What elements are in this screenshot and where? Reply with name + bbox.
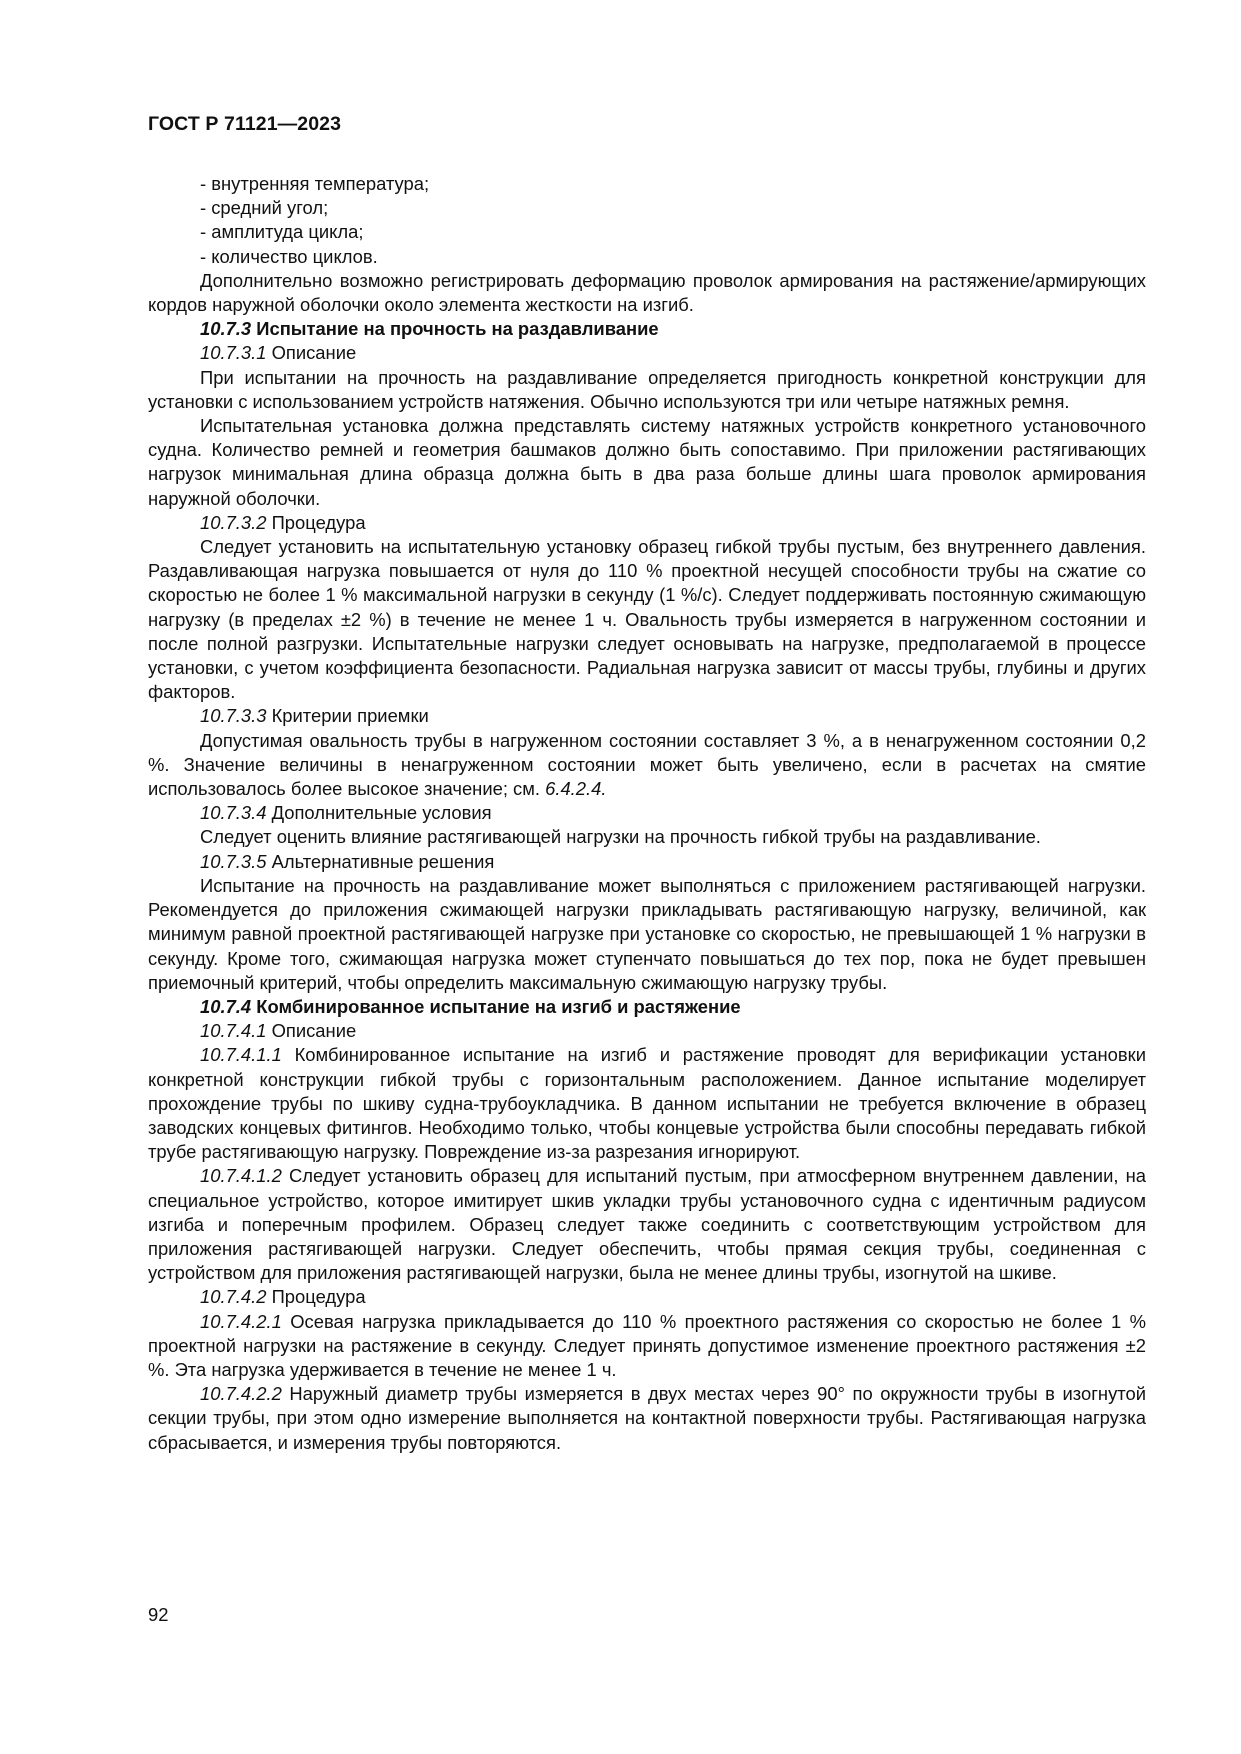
heading-10-7-3-1 — [148, 341, 1146, 365]
section-title: Испытание на прочность на раздавливание — [251, 318, 659, 340]
paragraph: Следует установить на испытательную установку образец гибкой трубы пустым, без внутреннего давления. Раздавливающая нагрузка повышается от нуля до 110 % проектной несущей способности трубы на сжатие со скоростью не более 1 % максимальной нагрузки в секунду (1 %/с). Следует поддерживать постоянную сжимающую нагрузку (в пределах ±2 %) в течение не менее 1 ч. Овальность трубы измеряется в нагруженном состоянии и после полной разгрузки. Испытательные нагрузки следует основывать на нагрузке, предполагаемой в процессе установки, с учетом коэффициента безопасности. Радиальная нагрузка зависит от массы трубы, глубины и других факторов. — [148, 536, 1146, 703]
section-title: Процедура — [266, 511, 366, 533]
heading-10-7-3 — [148, 317, 1146, 341]
heading-10-7-3-3 — [148, 704, 1146, 728]
section-title: Описание — [266, 342, 357, 364]
heading-10-7-4-1 — [148, 1019, 1146, 1043]
paragraph — [148, 1164, 1146, 1285]
list-item: - средний угол; — [200, 197, 329, 219]
page-number: 92 — [148, 1604, 169, 1625]
section-number: 10.7.3.5 — [200, 850, 267, 872]
section-number: 10.7.3.2 — [200, 511, 267, 533]
section-title: Альтернативные решения — [266, 850, 495, 872]
paragraph: При испытании на прочность на раздавливание определяется пригодность конкретной конструкции для установки с использованием устройств натяжения. Обычно используются три или четыре натяжных ремня. — [148, 366, 1146, 412]
heading-10-7-4-2 — [148, 1285, 1146, 1309]
paragraph — [148, 1310, 1146, 1383]
section-title: Процедура — [266, 1286, 366, 1308]
document-body — [148, 172, 1146, 1455]
heading-10-7-3-2 — [148, 511, 1146, 535]
section-number: 10.7.4.2 — [200, 1286, 267, 1308]
paragraph-text: Комбинированное испытание на изгиб и растяжение проводят для верификации установки конкретной конструкции гибкой трубы с горизонтальным расположением. Данное испытание моделирует прохождение трубы по шкиву судна-трубоукладчика. В данном испытании не требуется включение в образец заводских концевых фитингов. Необходимо только, чтобы концевые устройства были способны передавать гибкой трубе растягивающую нагрузку. Повреждение из-за разрезания игнорируют. — [148, 1044, 1146, 1163]
clause-number: 10.7.4.1.1 — [200, 1044, 282, 1066]
section-number: 10.7.4 — [200, 995, 252, 1017]
paragraph — [148, 729, 1146, 802]
list-item: - амплитуда цикла; — [200, 221, 364, 243]
paragraph-text: Следует установить образец для испытаний пустым, при атмосферном внутреннем давлении, на специальное устройство, которое имитирует шкив укладки трубы установочного судна с идентичным радиусом изгиба и поперечным профилем. Образец следует также соединить с соответствующим устройством для приложения растягивающей нагрузки. Следует обеспечить, чтобы прямая секция трубы, соединенная с устройством для приложения растягивающей нагрузки, была не менее длины трубы, изогнутой на шкиве. — [148, 1165, 1146, 1284]
cross-reference: 6.4.2.4. — [545, 778, 607, 800]
paragraph-extra: Дополнительно возможно регистрировать деформацию проволок армирования на растяжение/армирующих кордов наружной оболочки около элемента жесткости на изгиб. — [148, 269, 1146, 316]
clause-number: 10.7.4.1.2 — [200, 1165, 282, 1187]
heading-10-7-3-5 — [148, 850, 1146, 874]
paragraph-text: Осевая нагрузка прикладывается до 110 % проектного растяжения со скоростью не более 1 % проектной нагрузки на растяжение в секунду. Следует принять допустимое изменение проектного растяжения ±2 %. Эта нагрузка удерживается в течение не менее 1 ч. — [148, 1310, 1146, 1380]
section-number: 10.7.4.1 — [200, 1020, 267, 1042]
paragraph — [148, 1382, 1146, 1455]
section-title: Критерии приемки — [266, 705, 429, 727]
paragraph-text: Допустимая овальность трубы в нагруженном состоянии составляет 3 %, а в ненагруженном состоянии 0,2 %. Значение величины в ненагруженном состоянии может быть увеличено, если в расчетах на смятие использовалось более высокое значение; см. — [148, 729, 1146, 800]
clause-number: 10.7.4.2.1 — [200, 1310, 282, 1332]
section-title: Описание — [266, 1020, 357, 1042]
heading-10-7-4 — [148, 995, 1146, 1019]
heading-10-7-3-4 — [148, 801, 1146, 825]
document-header: ГОСТ Р 71121—2023 — [148, 113, 342, 135]
paragraph: Испытательная установка должна представлять систему натяжных устройств конкретного установочного судна. Количество ремней и геометрия башмаков должно быть сопоставимо. При приложении растягивающих нагрузок минимальная длина образца должна быть в два раза больше длины шага проволок армирования наружной оболочки. — [148, 415, 1146, 509]
section-number: 10.7.3.4 — [200, 802, 267, 824]
list-item: - количество циклов. — [200, 245, 378, 267]
section-number: 10.7.3 — [200, 318, 252, 340]
section-title: Дополнительные условия — [266, 802, 492, 824]
paragraph — [148, 1043, 1146, 1164]
paragraph: Испытание на прочность на раздавливание может выполняться с приложением растягивающей нагрузки. Рекомендуется до приложения сжимающей нагрузки прикладывать растягивающую нагрузку, величиной, как минимум равной проектной растягивающей нагрузке при установке со скоростью, не превышающей 1 % нагрузки в секунду. Кроме того, сжимающая нагрузка может ступенчато повышаться до тех пор, пока не будет превышен приемочный критерий, чтобы определить максимальную сжимающую нагрузку трубы. — [148, 874, 1146, 993]
clause-number: 10.7.4.2.2 — [200, 1383, 282, 1405]
paragraph-text: Наружный диаметр трубы измеряется в двух местах через 90° по окружности трубы в изогнутой секции трубы, при этом одно измерение выполняется на контактной поверхности трубы. Растягивающая нагрузка сбрасывается, и измерения трубы повторяются. — [148, 1383, 1146, 1453]
section-title: Комбинированное испытание на изгиб и растяжение — [251, 995, 741, 1017]
list-item: - внутренняя температура; — [200, 173, 430, 194]
paragraph: Следует оценить влияние растягивающей нагрузки на прочность гибкой трубы на раздавливание. — [200, 826, 1041, 848]
section-number: 10.7.3.1 — [200, 342, 267, 364]
section-number: 10.7.3.3 — [200, 705, 267, 727]
